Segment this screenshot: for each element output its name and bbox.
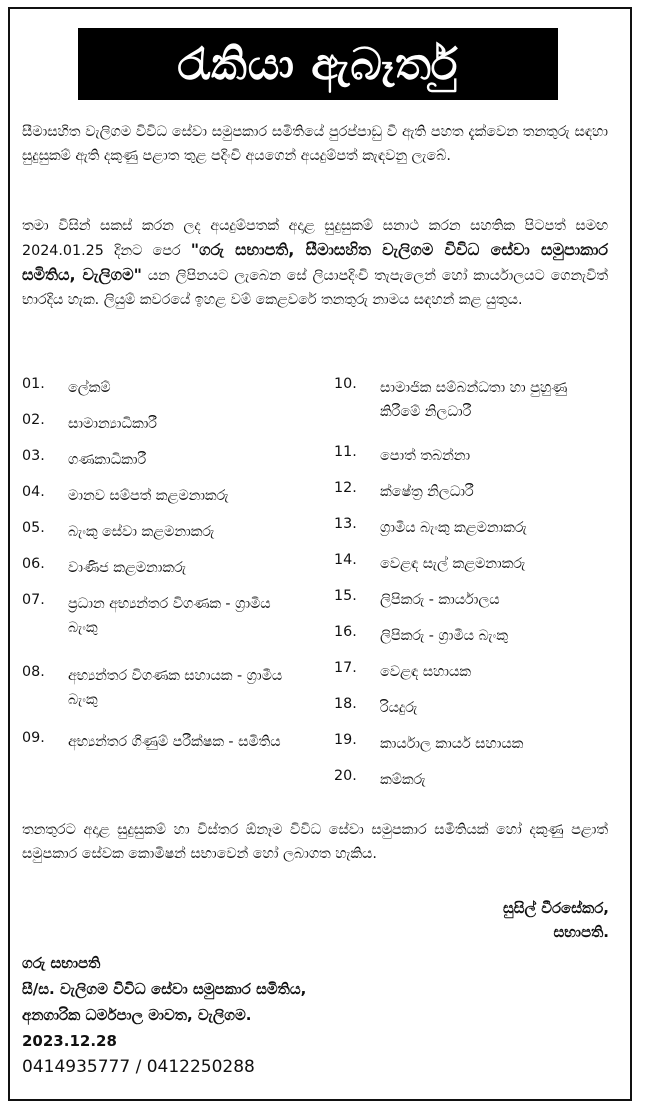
- position-item: [22, 592, 298, 640]
- position-title: පොත් තබන්නා: [380, 448, 471, 464]
- page-title: රැකියා ඇබෑර්තු: [78, 28, 558, 100]
- position-number: 11.: [334, 444, 357, 460]
- position-item: [334, 444, 610, 468]
- position-number: 12.: [334, 480, 357, 496]
- address-line-2: සී/ස. වැලිගම විවිධ සේවා සමුපකාර සමිතිය,: [22, 980, 307, 998]
- position-number: 03.: [22, 448, 45, 464]
- position-title: ලිපිකරු - කාර්යාලය: [380, 592, 500, 608]
- position-item: [22, 730, 298, 754]
- position-number: 20.: [334, 768, 357, 784]
- position-item: [334, 480, 610, 504]
- position-number: 05.: [22, 520, 45, 536]
- signature-name: සුසිල් වීරසේකර,: [502, 899, 609, 917]
- position-item: [334, 768, 610, 792]
- position-title: වෙළඳ සහායක: [380, 664, 471, 680]
- position-title: කාර්යාල කාර්ය සහායක: [380, 736, 524, 752]
- position-item: [334, 552, 610, 576]
- signature-role: සභාපති.: [553, 923, 609, 941]
- position-item: [22, 664, 298, 712]
- position-item: [22, 412, 298, 436]
- position-item: [334, 624, 610, 648]
- position-title: මානව සම්පත් කළමනාකරු: [68, 488, 229, 504]
- position-number: 15.: [334, 588, 357, 604]
- position-title: ලේකම්: [68, 380, 111, 396]
- position-title: වාණිජ කළමනාකරු: [68, 560, 186, 576]
- position-number: 10.: [334, 376, 357, 392]
- position-number: 02.: [22, 412, 45, 428]
- position-number: 08.: [22, 664, 45, 680]
- position-number: 18.: [334, 696, 357, 712]
- position-item: [334, 516, 610, 540]
- position-item: [334, 660, 610, 684]
- position-number: 01.: [22, 376, 45, 392]
- position-number: 16.: [334, 624, 357, 640]
- position-title: සාමාන්‍යාධිකාරී: [68, 416, 157, 432]
- position-title: ලිපිකරු - ග්‍රාමීය බැංකු: [380, 628, 508, 644]
- details-paragraph: තනතුරට අදාළ සුදුසුකම් හා විස්තර ඕනෑම විවිධ සේවා සමුපකාර සමිතියක් හෝ දකුණු පළාත් සමුපකාර සේවක කොමිෂන් සභාවෙන් හෝ ලබාගත හැකිය.: [22, 822, 608, 862]
- position-item: [22, 484, 298, 508]
- position-number: 04.: [22, 484, 45, 500]
- position-title: ප්‍රධාන අභ්‍යන්තර විගණක - ග්‍රාමීය බැංකු: [68, 596, 271, 636]
- position-title: ගණකාධිකාරී: [68, 452, 147, 468]
- address-line-3: අනගාරික ධර්මපාල මාවත, වැලිගම.: [22, 1006, 252, 1024]
- address-block: [22, 950, 306, 1080]
- position-title: රියදුරු: [380, 700, 418, 716]
- address-line-1: ගරු සභාපති: [22, 954, 101, 972]
- position-number: 09.: [22, 730, 45, 746]
- position-number: 19.: [334, 732, 357, 748]
- position-item: [334, 732, 610, 756]
- position-title: ක්ෂේත්‍ර නිලධාරී: [380, 484, 474, 500]
- signature-block: [503, 896, 609, 944]
- application-text-end: යන ලිපිනයට ලැබෙන සේ ලියාපදිංචි තැපැලෙන් හෝ කාර්යාලයට ගෙනැවිත් භාරදිය හැක. ලියුම් කවරයේ ඉහළ වම් කෙළවරේ තනතුරු නාමය සඳහන් කළ යුතුය.: [22, 268, 609, 308]
- position-item: [334, 696, 610, 720]
- position-item: [22, 520, 298, 544]
- position-item: [334, 376, 610, 424]
- position-item: [22, 376, 298, 400]
- application-text: තමා විසින් සකස් කරන ලද අයදුම්පතක් අදාළ සුදුසුකම් සනාථ කරන සහතික පිටපත් සමඟ 2024.01.25 දිනට පෙර: [22, 218, 608, 259]
- phone-numbers: 0414935777 / 0412250288: [22, 1057, 255, 1077]
- position-number: 07.: [22, 592, 45, 608]
- position-title: අභ්‍යන්තර ගිණුම් පරීක්ෂක - සමිතිය: [68, 734, 281, 750]
- position-item: [22, 448, 298, 472]
- intro-paragraph: සීමාසහිත වැලිගම විවිධ සේවා සමුපකාර සමිතියේ පුරප්පාඩු වී ඇති පහත දැක්වෙන තනතුරු සඳහා සුදුසුකම් ඇති දකුණු පළාත තුළ පදිංචි අයගෙන් අයදුම්පත් කැඳවනු ලැබේ.: [22, 124, 608, 164]
- position-title: බැංකු සේවා කළමනාකරු: [68, 524, 215, 540]
- position-number: 17.: [334, 660, 357, 676]
- notice-date: 2023.12.28: [22, 1032, 117, 1050]
- position-title: වෙළඳ සැල් කළමනාකරු: [380, 556, 526, 572]
- position-number: 13.: [334, 516, 357, 532]
- position-number: 06.: [22, 556, 45, 572]
- position-item: [22, 556, 298, 580]
- application-paragraph: [22, 214, 608, 312]
- position-title: සාමාජික සම්බන්ධතා හා පුහුණු කිරීමේ නිලධාරී: [380, 380, 568, 420]
- position-number: 14.: [334, 552, 357, 568]
- position-title: අභ්‍යන්තර විගණක සහායක - ග්‍රාමීය බැංකු: [68, 668, 283, 708]
- position-title: ග්‍රාමීය බැංකු කළමනාකරු: [380, 520, 527, 536]
- application-address: "ගරු සභාපති, සීමාසහිත වැලිගම විවිධ සේවා සමුපාකාර සමිතිය, වැලිගම": [22, 240, 609, 284]
- position-title: කම්කරු: [380, 772, 426, 788]
- position-item: [334, 588, 610, 612]
